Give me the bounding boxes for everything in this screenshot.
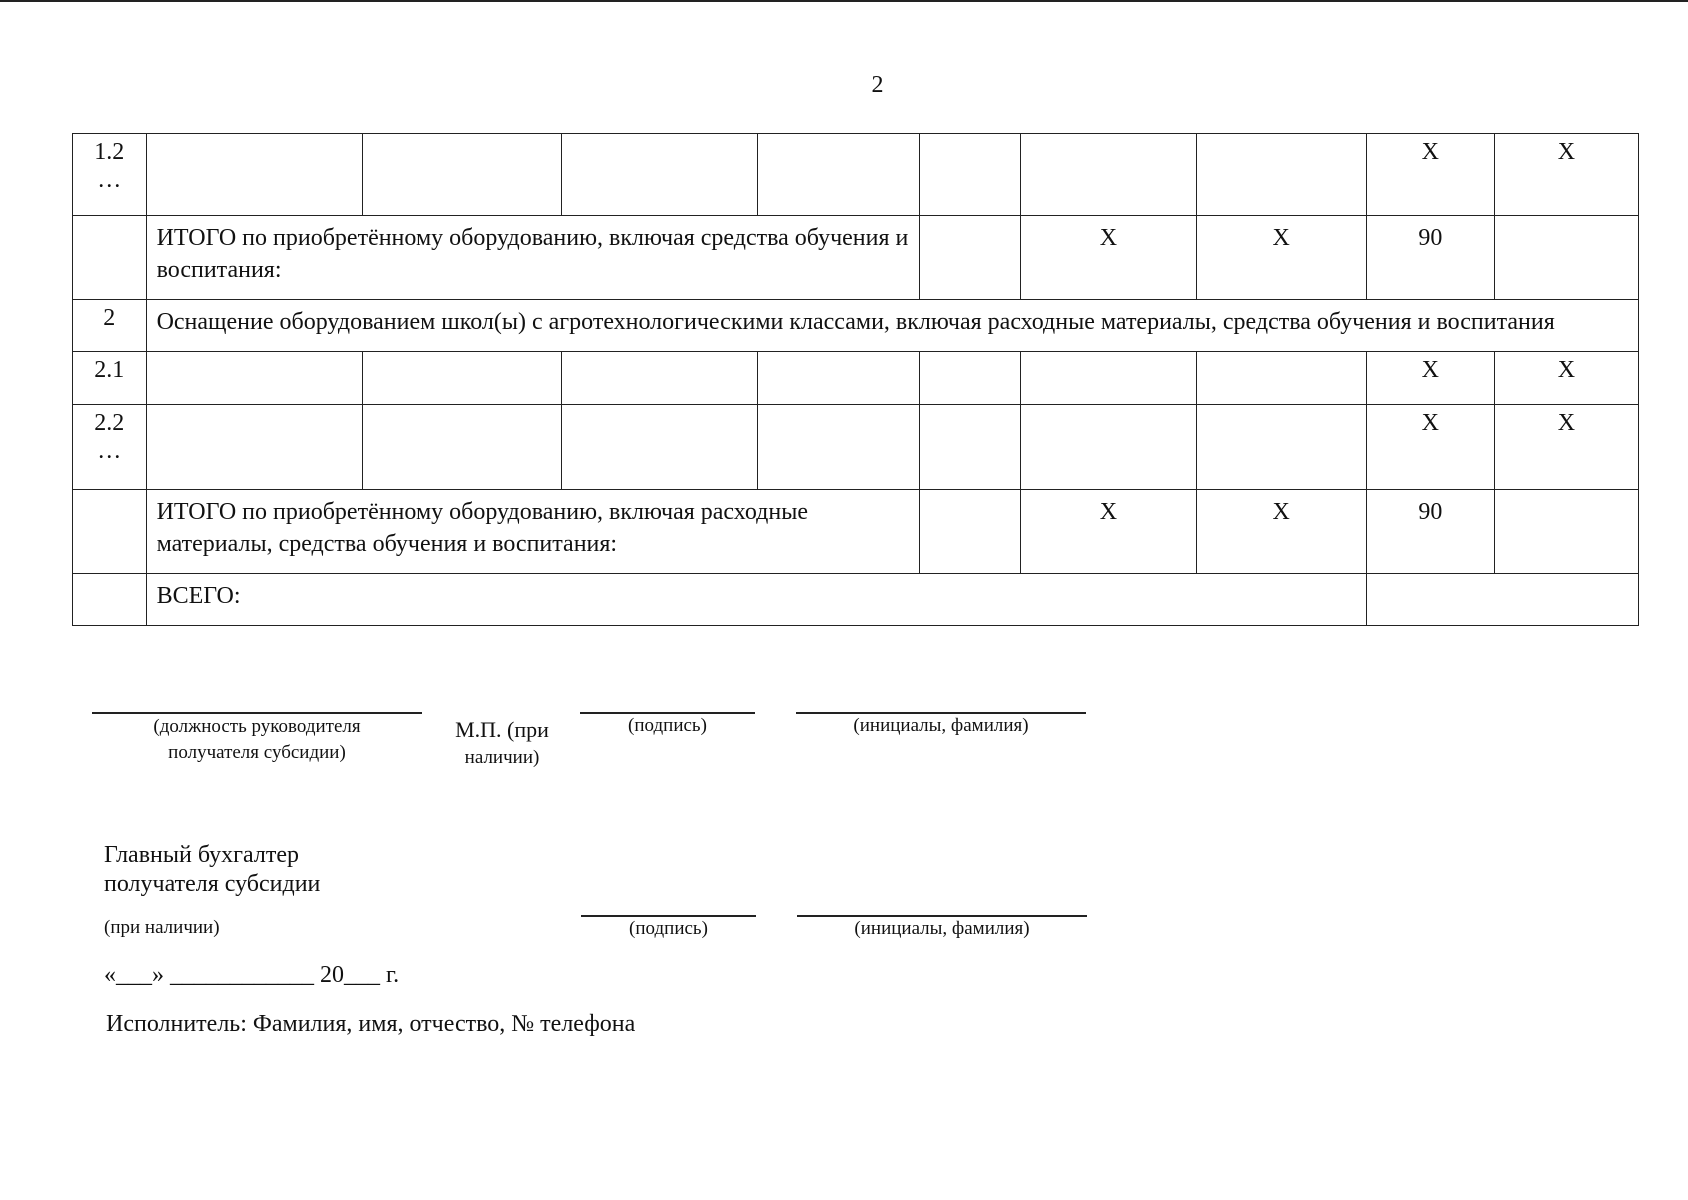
table-cell (363, 405, 562, 490)
table-cell (1196, 405, 1366, 490)
row-number: 2.2 (94, 410, 125, 436)
table-row (73, 300, 1639, 352)
table-cell (1021, 405, 1196, 490)
table-cell (561, 405, 758, 490)
initials-caption: (инициалы, фамилия) (854, 918, 1030, 939)
subtotal-label: ИТОГО по приобретённому оборудованию, включая средства обучения и воспитания: (146, 216, 920, 300)
table-row (73, 490, 1639, 574)
stamp-place-caption: М.П. (при наличии) (455, 717, 549, 768)
table-cell (73, 216, 147, 300)
table-row (73, 405, 1639, 490)
executor-line: Исполнитель: Фамилия, имя, отчество, № телефона (106, 1011, 636, 1037)
table-cell (920, 134, 1021, 216)
signature-caption: (подпись) (629, 918, 708, 939)
table-cell (73, 490, 147, 574)
table-cell (920, 352, 1021, 405)
x-mark-cell: X (1366, 405, 1494, 490)
equipment-table (72, 133, 1639, 626)
x-mark-cell: X (1196, 490, 1366, 574)
section-heading: Оснащение оборудованием школ(ы) с агротехнологическими классами, включая расходные материалы, средства обучения и воспитания (146, 300, 1638, 352)
chief-accountant-label: Главный бухгалтер получателя субсидии (104, 842, 321, 897)
initials-caption: (инициалы, фамилия) (853, 715, 1029, 736)
x-mark-cell: X (1494, 352, 1638, 405)
table-cell (363, 134, 562, 216)
table-cell (1196, 352, 1366, 405)
row-number-cell (73, 134, 147, 216)
table-cell (561, 352, 758, 405)
table-cell (920, 405, 1021, 490)
table-cell (1196, 134, 1366, 216)
table-cell (146, 405, 363, 490)
row-number-cell (73, 405, 147, 490)
table-cell (920, 490, 1021, 574)
table-cell (73, 574, 147, 626)
page-number: 2 (871, 72, 884, 98)
x-mark-cell: X (1021, 216, 1196, 300)
subtotal-label: ИТОГО по приобретённому оборудованию, включая расходные материалы, средства обучения и воспитания: (146, 490, 920, 574)
date-line: «___» ____________ 20___ г. (104, 962, 400, 988)
table-cell (758, 352, 920, 405)
x-mark-cell: X (1366, 352, 1494, 405)
row-number: 1.2 (94, 139, 125, 165)
table-cell (758, 134, 920, 216)
table-cell (363, 352, 562, 405)
table-row (73, 216, 1639, 300)
if-any-caption: (при наличии) (104, 917, 220, 938)
table-cell (1021, 134, 1196, 216)
x-mark-cell: X (1366, 134, 1494, 216)
signature-caption: (подпись) (628, 715, 707, 736)
x-mark-cell: X (1196, 216, 1366, 300)
x-mark-cell: X (1494, 405, 1638, 490)
table-cell (1021, 352, 1196, 405)
table-cell (146, 352, 363, 405)
top-border-line (0, 0, 1688, 2)
position-caption: (должность руководителя получателя субсидии) (153, 716, 361, 763)
x-mark-cell: X (1494, 134, 1638, 216)
table-row (73, 352, 1639, 405)
table-cell (1494, 490, 1638, 574)
table-cell (561, 134, 758, 216)
row-continuation: … (97, 438, 122, 464)
table-cell (920, 216, 1021, 300)
percent-cell: 90 (1366, 490, 1494, 574)
percent-cell: 90 (1366, 216, 1494, 300)
x-mark-cell: X (1021, 490, 1196, 574)
grand-total-label: ВСЕГО: (146, 574, 1366, 626)
table-cell (758, 405, 920, 490)
table-cell (1494, 216, 1638, 300)
row-continuation: … (97, 167, 122, 193)
table-row (73, 134, 1639, 216)
table-row (73, 574, 1639, 626)
grand-total-value (1366, 574, 1638, 626)
table-cell (146, 134, 363, 216)
row-number: 2.1 (73, 352, 147, 405)
row-number: 2 (73, 300, 147, 352)
